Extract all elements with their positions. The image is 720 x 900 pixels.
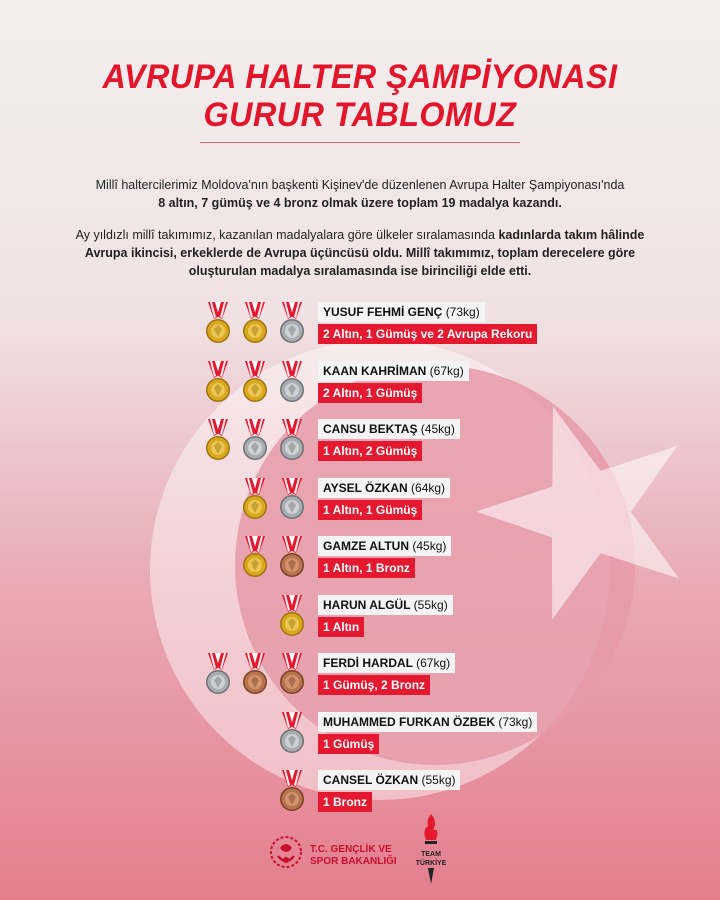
athlete-result-badge: 1 Bronz — [318, 792, 372, 812]
athlete-name-label — [318, 653, 455, 673]
svg-text:TEAM: TEAM — [421, 851, 441, 858]
intro-p1-bold: 8 altın, 7 gümüş ve 4 bronz olmak üzere toplam 19 madalya kazandı. — [158, 196, 562, 210]
gold-medal-icon — [202, 302, 234, 346]
athlete-weight-category: (67kg) — [429, 363, 464, 378]
intro-text — [70, 176, 650, 294]
athlete-row — [0, 302, 720, 358]
silver-medal-icon — [276, 478, 308, 522]
medal-group — [276, 595, 308, 639]
athlete-name-label — [318, 361, 469, 381]
athlete-weight-category: (55kg) — [413, 597, 448, 612]
medal-group — [202, 419, 308, 463]
athlete-name: CANSU BEKTAŞ — [323, 422, 418, 436]
medal-group — [202, 302, 308, 346]
silver-medal-icon — [276, 361, 308, 405]
silver-medal-icon — [202, 653, 234, 697]
athlete-result-badge: 2 Altın, 1 Gümüş — [318, 383, 422, 403]
page-header — [0, 58, 720, 143]
gold-medal-icon — [276, 595, 308, 639]
gold-medal-icon — [239, 536, 271, 580]
athlete-row — [0, 361, 720, 417]
athlete-result-badge: 1 Gümüş — [318, 734, 379, 754]
bronze-medal-icon — [276, 536, 308, 580]
intro-p2-bold: kadınlarda takım hâlinde Avrupa ikincisi, erkeklerde de Avrupa üçüncüsü — [84, 228, 645, 260]
athlete-weight-category: (45kg) — [420, 422, 455, 436]
athlete-result-badge: 1 Altın, 1 Bronz — [318, 558, 415, 578]
athlete-result-badge: 1 Altın, 1 Gümüş — [318, 500, 422, 520]
athlete-result-badge: 1 Altın — [318, 617, 364, 637]
medal-group — [239, 536, 308, 580]
athlete-name-label — [318, 712, 537, 732]
intro-p2-text: Ay yıldızlı millî takımımız, kazanılan madalyalara göre ülkeler sıralamasında — [75, 228, 495, 242]
gold-medal-icon — [239, 478, 271, 522]
athlete-weight-category: (55kg) — [421, 773, 456, 787]
silver-medal-icon — [239, 419, 271, 463]
gold-medal-icon — [239, 361, 271, 405]
silver-medal-icon — [276, 712, 308, 756]
svg-text:TÜRKİYE: TÜRKİYE — [416, 860, 446, 867]
silver-medal-icon — [276, 419, 308, 463]
gold-medal-icon — [202, 419, 234, 463]
athlete-result-badge: 1 Gümüş, 2 Bronz — [318, 675, 430, 695]
athlete-row — [0, 770, 720, 826]
bronze-medal-icon — [276, 653, 308, 697]
athlete-name: KAAN KAHRİMAN — [323, 363, 427, 378]
athlete-name-label — [318, 595, 453, 615]
title-line-1: AVRUPA HALTER ŞAMPİYONASI — [102, 58, 618, 96]
athlete-weight-category: (67kg) — [416, 656, 451, 670]
silver-medal-icon — [276, 302, 308, 346]
torch-icon — [416, 812, 446, 886]
medal-group — [276, 712, 308, 756]
medal-group — [276, 770, 308, 814]
ministry-line-1: T.C. GENÇLİK VE — [310, 844, 392, 855]
intro-p2-bold-2: oldu. Millî takımımız, toplam derecelere göre oluşturulan madalya sıralamasında ise birinciliği elde etti. — [188, 246, 636, 278]
intro-paragraph-2 — [70, 226, 650, 280]
athlete-name: HARUN ALGÜL — [323, 597, 411, 612]
athlete-name: FERDİ HARDAL — [323, 656, 413, 670]
athlete-weight-category: (73kg) — [498, 714, 533, 729]
athlete-row — [0, 536, 720, 592]
medal-group — [202, 653, 308, 697]
athlete-weight-category: (64kg) — [411, 480, 446, 495]
athlete-row — [0, 595, 720, 651]
title-divider — [200, 142, 520, 143]
athlete-name: MUHAMMED FURKAN ÖZBEK — [323, 714, 495, 729]
ministry-name — [310, 844, 397, 868]
athlete-name: GAMZE ALTUN — [323, 539, 409, 553]
athlete-name-label — [318, 419, 460, 439]
athlete-name-label — [318, 478, 450, 498]
ministry-line-2: SPOR BAKANLIĞI — [310, 856, 397, 867]
athlete-name: CANSEL ÖZKAN — [323, 773, 419, 787]
athlete-result-badge: 1 Altın, 2 Gümüş — [318, 441, 422, 461]
gold-medal-icon — [239, 302, 271, 346]
athlete-name-label — [318, 536, 451, 556]
athlete-weight-category: (45kg) — [412, 539, 447, 553]
bronze-medal-icon — [276, 770, 308, 814]
page-title — [18, 58, 702, 134]
ministry-emblem-icon — [268, 834, 304, 880]
gold-medal-icon — [202, 361, 234, 405]
athlete-row — [0, 419, 720, 475]
athlete-row — [0, 712, 720, 768]
athlete-row — [0, 478, 720, 534]
intro-paragraph-1 — [70, 176, 650, 212]
title-line-2: GURUR TABLOMUZ — [203, 96, 517, 134]
athlete-name: AYSEL ÖZKAN — [323, 480, 408, 495]
intro-p1-text: Millî haltercilerimiz Moldova'nın başkenti Kişinev'de düzenlenen Avrupa Halter Şampiyonası'nda — [95, 178, 625, 192]
athlete-weight-category: (73kg) — [445, 305, 480, 319]
athlete-name-label — [318, 302, 485, 322]
athlete-name-label — [318, 770, 460, 790]
medal-group — [202, 361, 308, 405]
athlete-row — [0, 653, 720, 709]
bronze-medal-icon — [239, 653, 271, 697]
footer — [0, 830, 720, 890]
medal-group — [239, 478, 308, 522]
athlete-result-badge: 2 Altın, 1 Gümüş ve 2 Avrupa Rekoru — [318, 324, 537, 344]
athlete-name: YUSUF FEHMİ GENÇ — [323, 305, 443, 319]
